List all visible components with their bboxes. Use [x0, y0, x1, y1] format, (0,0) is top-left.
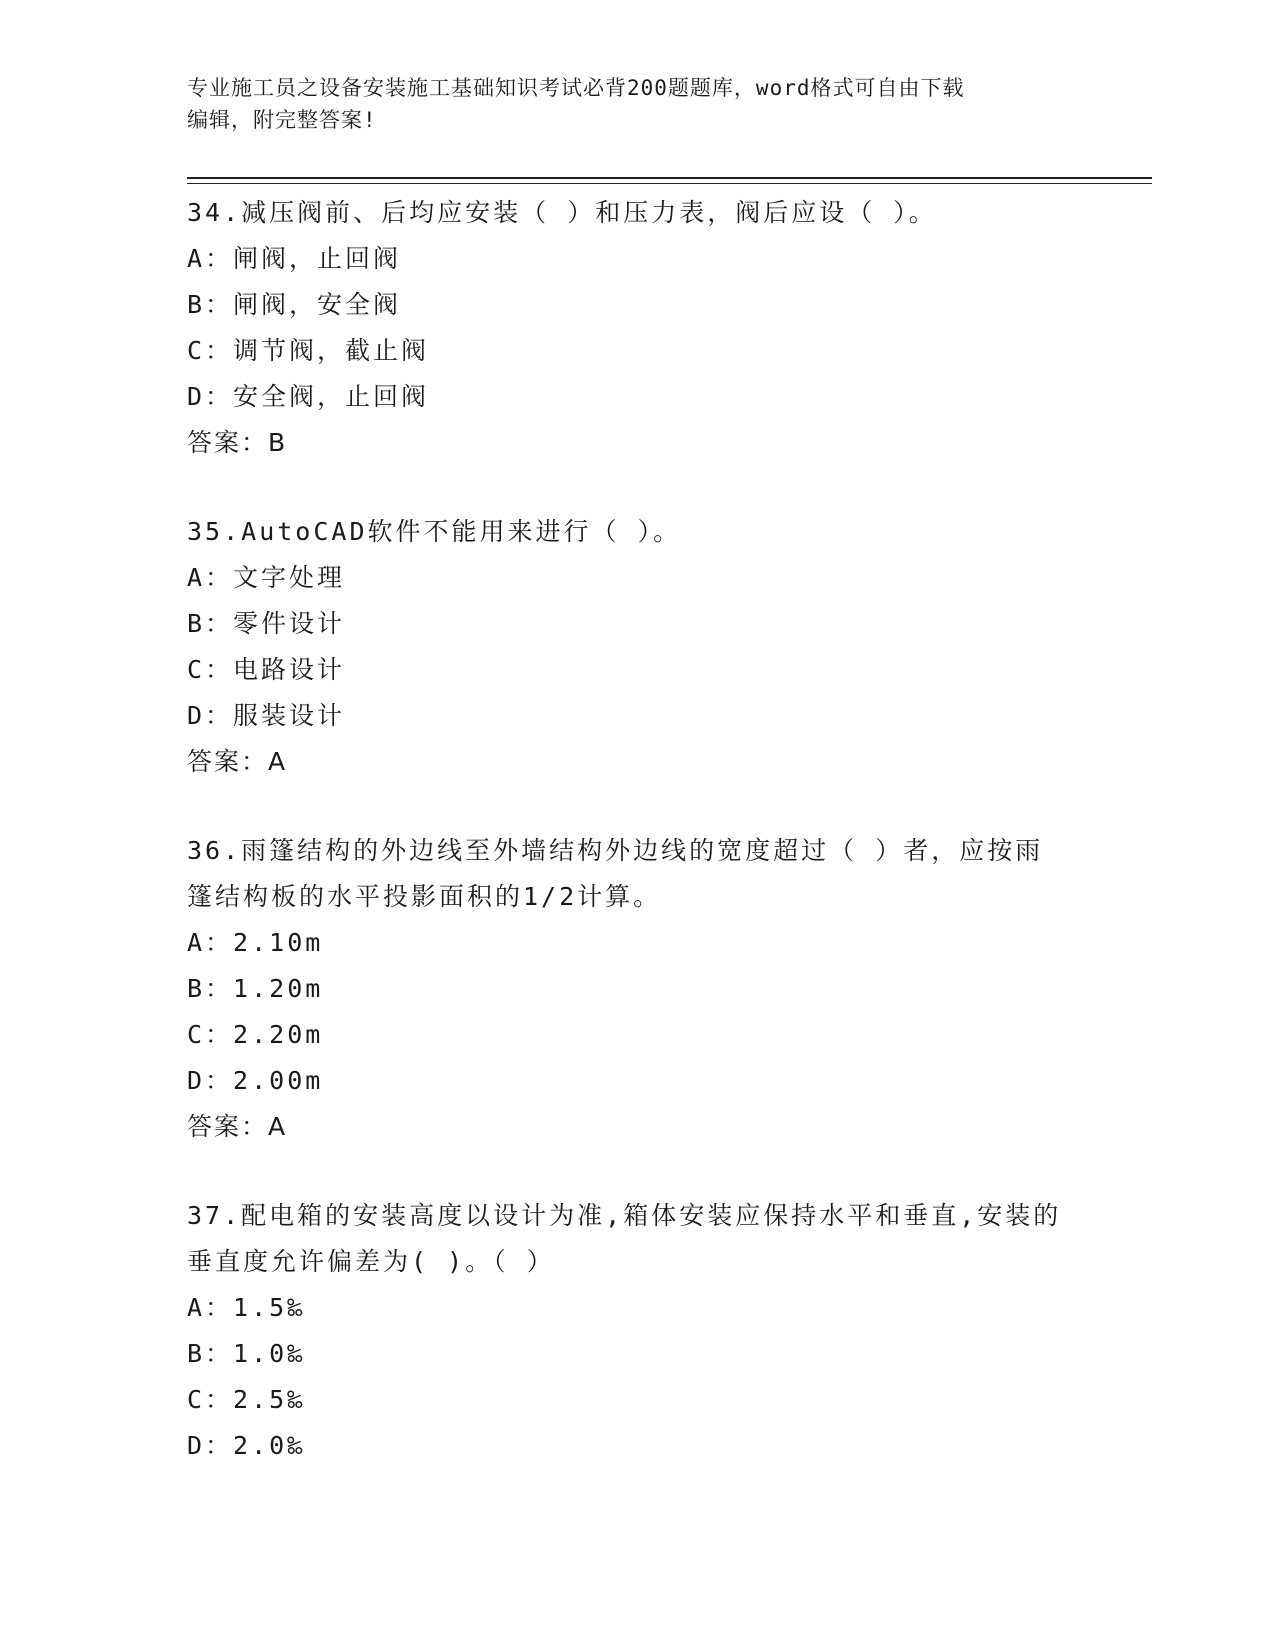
question-35 — [187, 509, 1087, 785]
question-stem-line-2: 篷结构板的水平投影面积的1/2计算。 — [187, 882, 662, 911]
answer-line: 答案：A — [187, 747, 288, 776]
option-c: C：2.5‰ — [187, 1385, 306, 1414]
header-title-line-2: 编辑，附完整答案! — [187, 108, 377, 132]
option-b: B：零件设计 — [187, 609, 346, 638]
option-b: B：闸阀，安全阀 — [187, 290, 402, 319]
option-c: C：调节阀，截止阀 — [187, 336, 430, 365]
option-b: B：1.20m — [187, 974, 324, 1003]
answer-line: 答案：A — [187, 1112, 288, 1141]
question-stem: 34.减压阀前、后均应安装（ ）和压力表，阀后应设（ ）。 — [187, 198, 937, 227]
header-divider-thick — [187, 177, 1152, 179]
question-stem-line-1: 37.配电箱的安装高度以设计为准,箱体安装应保持水平和垂直,安装的 — [187, 1201, 1062, 1230]
option-c: C：电路设计 — [187, 655, 346, 684]
option-a: A：2.10m — [187, 928, 324, 957]
question-36 — [187, 828, 1087, 1150]
document-header — [187, 72, 1067, 136]
option-b: B：1.0‰ — [187, 1339, 306, 1368]
option-a: A：文字处理 — [187, 563, 346, 592]
answer-line: 答案：B — [187, 428, 288, 457]
question-stem-line-1: 36.雨篷结构的外边线至外墙结构外边线的宽度超过（ ）者，应按雨 — [187, 836, 1044, 865]
question-34 — [187, 190, 1087, 466]
option-d: D：2.0‰ — [187, 1431, 306, 1460]
option-d: D：安全阀，止回阀 — [187, 382, 430, 411]
header-title-line-1: 专业施工员之设备安装施工基础知识考试必背200题题库，word格式可自由下载 — [187, 76, 965, 100]
question-list — [187, 190, 1087, 1512]
question-37 — [187, 1193, 1087, 1469]
option-d: D：服装设计 — [187, 701, 346, 730]
option-a: A：闸阀，止回阀 — [187, 244, 402, 273]
option-a: A：1.5‰ — [187, 1293, 306, 1322]
question-stem: 35.AutoCAD软件不能用来进行（ ）。 — [187, 517, 682, 546]
option-c: C：2.20m — [187, 1020, 324, 1049]
question-stem-line-2: 垂直度允许偏差为( )。（ ） — [187, 1247, 555, 1276]
header-divider-thin — [187, 183, 1152, 184]
option-d: D：2.00m — [187, 1066, 324, 1095]
